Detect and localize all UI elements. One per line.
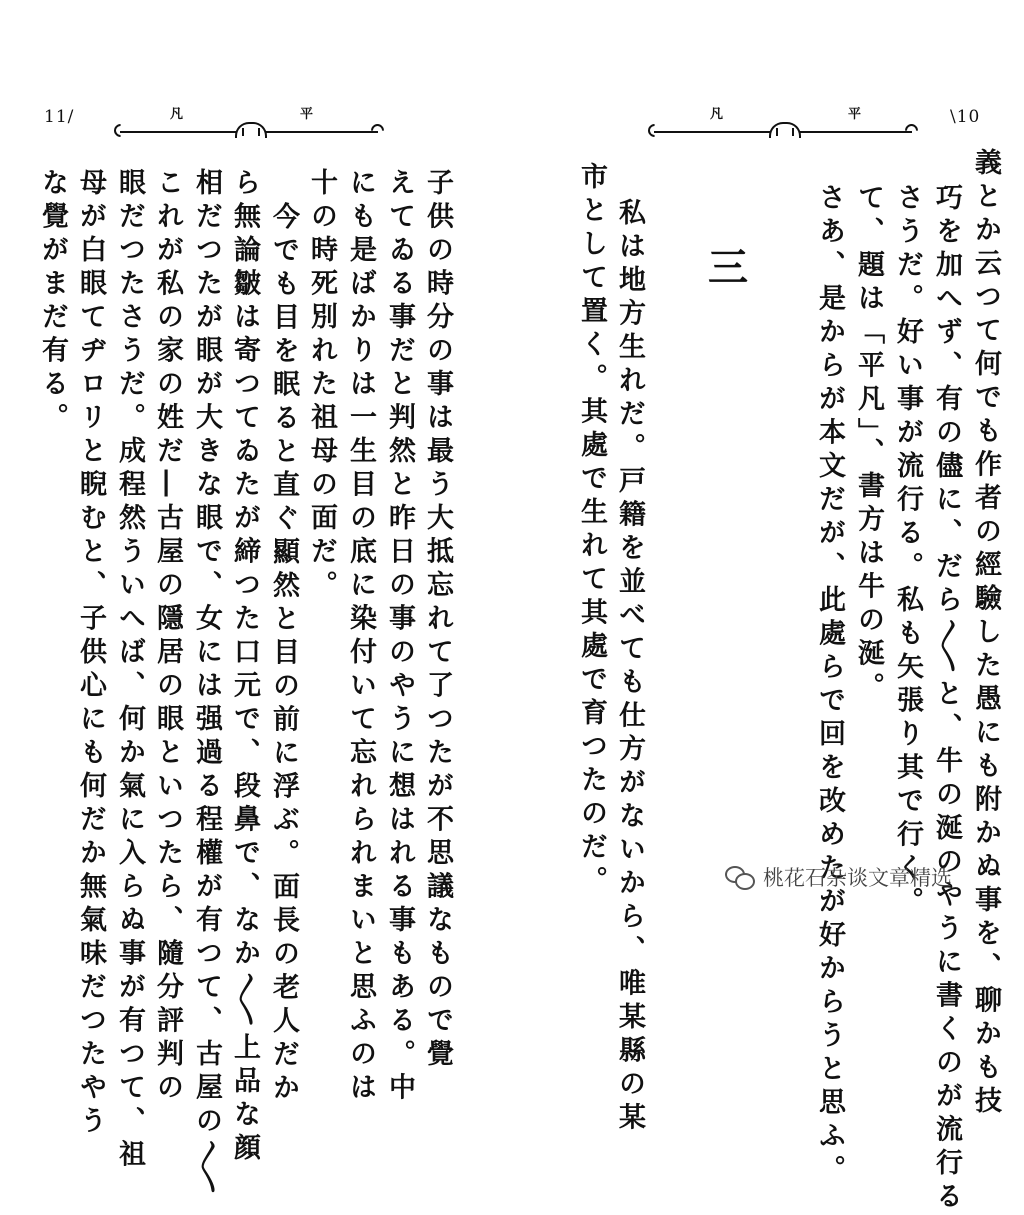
text-column: 子供の時分の事は最う大抵忘れて了つたが不思議なもので覺 <box>422 168 453 1073</box>
text-column: これが私の家の姓だ―古屋の隱居の眼といつたら、隨分評判の <box>152 168 183 1106</box>
text-column: さあ、是からが本文だが、此處らで回を改めたが好からうと思ふ。 <box>814 183 845 1188</box>
running-header-left-glyph: 凡 <box>170 107 184 122</box>
watermark <box>725 862 952 892</box>
wechat-icon <box>725 864 755 890</box>
header-ornament-rule <box>120 122 378 138</box>
left-page <box>0 0 512 1200</box>
text-column: 私は地方生れだ。戸籍を並べても仕方がないから、唯某縣の某 <box>614 198 645 1136</box>
text-column: て、題は「平凡」、書方は牛の涎。 <box>853 183 884 706</box>
text-column: にも是ばかりは一生目の底に染付いて忘れられまいと思ふのは <box>345 168 376 1106</box>
page-number: \10 <box>950 107 981 127</box>
chapter-heading: 三 <box>708 244 748 291</box>
text-column: 巧を加へず、有の儘に、だら〳〵と、牛の涎のやうに書くのが流行る <box>931 183 962 1215</box>
text-column: さうだ。好い事が流行る。私も矢張り其で行く。 <box>892 183 923 920</box>
text-column: ら無論皺は寄つてゐたが締つた口元で、段鼻で、なか〳〵上品な顔 <box>229 168 260 1167</box>
right-page <box>512 0 1024 1215</box>
running-header-right-glyph: 平 <box>300 107 314 122</box>
text-column: 十の時死別れた祖母の面だ。 <box>306 168 337 604</box>
text-column: 義とか云つて何でも作者の經驗した愚にも附かぬ事を、聊かも技 <box>970 148 1001 1120</box>
text-column: 眼だつたさうだ。成程然ういへば、何か氣に入らぬ事が有つて、祖 <box>114 168 145 1173</box>
text-column: な覺がまだ有る。 <box>37 168 68 436</box>
text-column: えてゐる事だと判然と昨日の事のやうに想はれる事もある。中 <box>384 168 415 1106</box>
text-column: 相だつたが眼が大きな眼で、女には强過る程權が有つて、古屋の〳〵 <box>191 168 222 1200</box>
text-column: 今でも目を眠ると直ぐ顯然と目の前に浮ぶ。面長の老人だか <box>268 202 299 1107</box>
running-header-right-glyph: 平 <box>848 107 862 122</box>
text-column: 母が白眼てヂロリと睨むと、子供心にも何だか無氣味だつたやう <box>75 168 106 1140</box>
header-ornament-rule <box>654 122 912 138</box>
watermark-text: 桃花石杂谈文章精选 <box>763 866 952 890</box>
text-column: 市として置く。其處で生れて其處で育つたのだ。 <box>576 162 607 899</box>
page-number: 11/ <box>44 107 75 127</box>
running-header-left-glyph: 凡 <box>710 107 724 122</box>
